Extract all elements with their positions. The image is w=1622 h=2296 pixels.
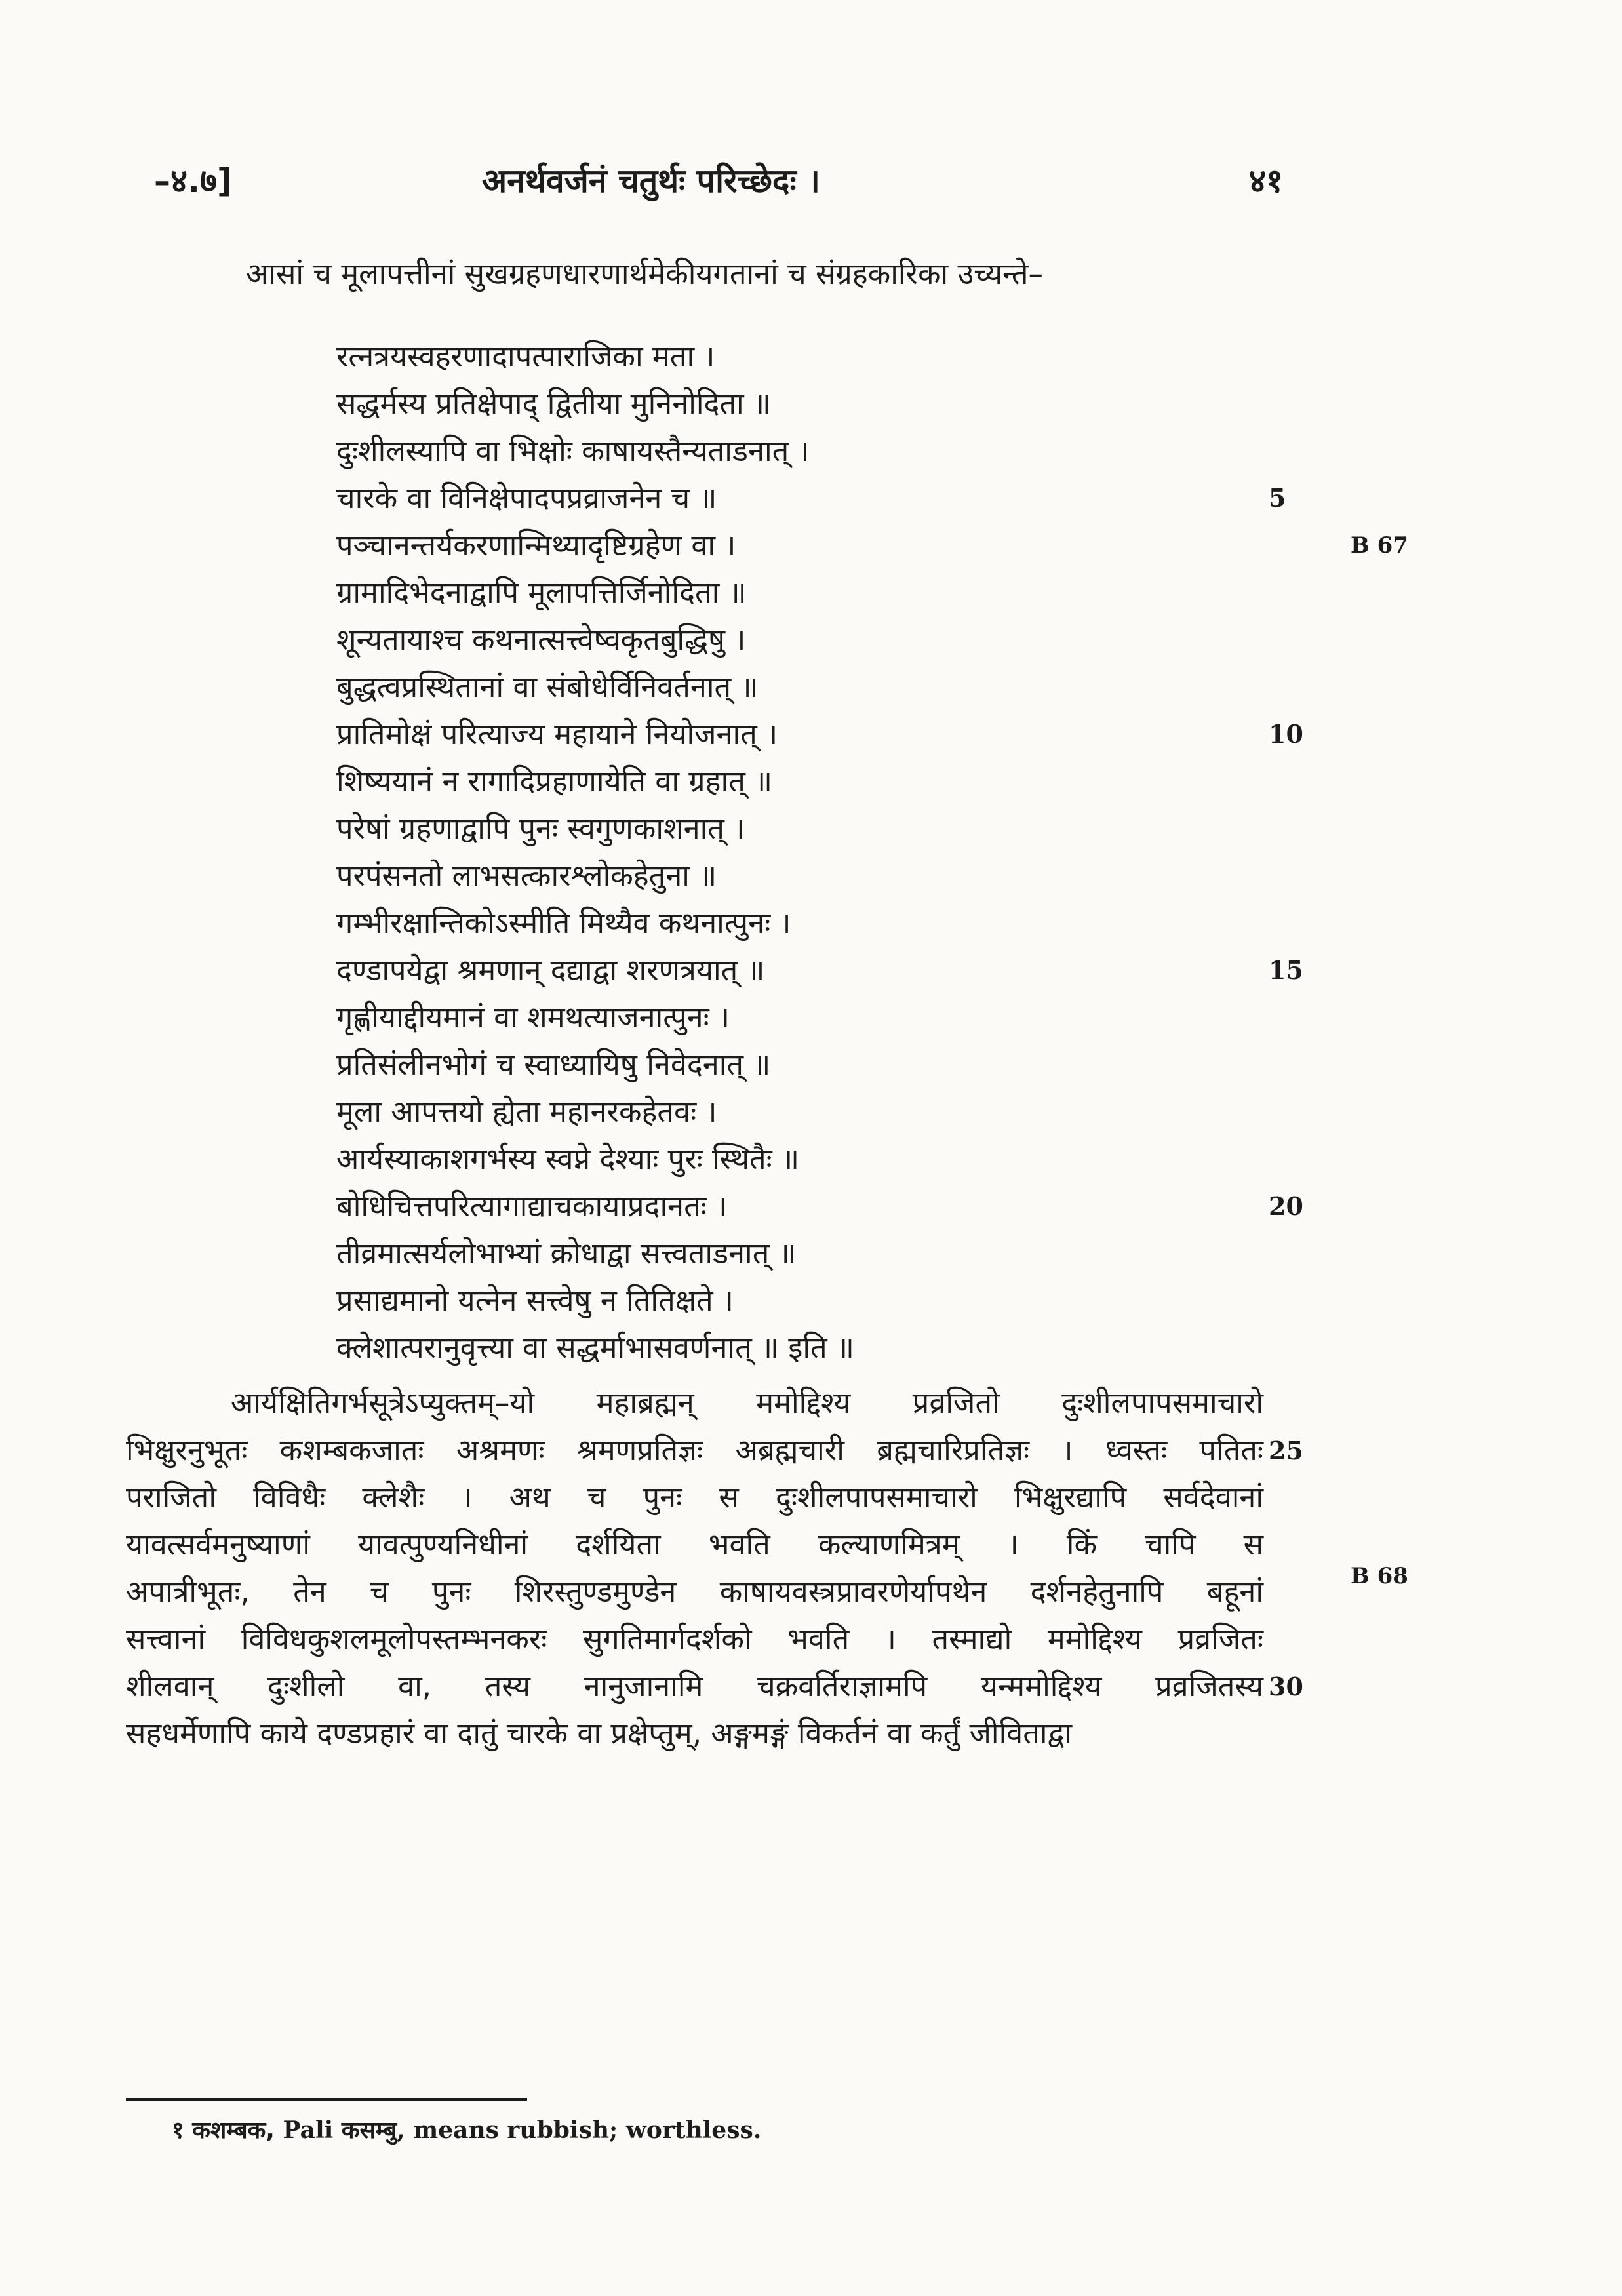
footnote	[172, 2113, 761, 2145]
verse-line: प्रातिमोक्षं परित्याज्य महायाने नियोजनात् ।	[336, 717, 778, 751]
verse-line: तीव्रमात्सर्यलोभाभ्यां क्रोधाद्वा सत्त्वताडनात् ॥	[336, 1236, 797, 1271]
prose-line: आर्यक्षितिगर्भसूत्रेऽप्युक्तम्–यो महाब्रह्मन् ममोद्दिश्य प्रव्रजितो दुःशीलपापसमाचारो	[231, 1385, 1263, 1420]
line-number: 15	[1269, 955, 1303, 985]
verse-line: दुःशीलस्यापि वा भिक्षोः काषायस्तैन्यताडनात् ।	[336, 433, 810, 468]
verse-line: पञ्चानन्तर्यकरणान्मिथ्यादृष्टिग्रहेण वा ।	[336, 528, 736, 563]
verse-line: ग्रामादिभेदनाद्वापि मूलापत्तिर्जिनोदिता ॥	[336, 575, 747, 610]
line-number: 25	[1269, 1436, 1303, 1465]
verse-line: सद्धर्मस्य प्रतिक्षेपाद् द्वितीया मुनिनोदिता ॥	[336, 386, 771, 421]
prose-line: यावत्सर्वमनुष्याणां यावत्पुण्यनिधीनां दर्शयिता भवति कल्याणमित्रम् । किं चापि स	[126, 1527, 1263, 1562]
prose-line: पराजितो विविधैः क्लेशैः । अथ च पुनः स दुःशीलपापसमाचारो भिक्षुरद्यापि सर्वदेवानां	[126, 1480, 1263, 1514]
verse-line: मूला आपत्तयो ह्येता महानरकहेतवः ।	[336, 1094, 717, 1129]
verse-line: प्रसाद्यमानो यत्नेन सत्त्वेषु न तितिक्षते ।	[336, 1283, 734, 1318]
section-reference: –४.७]	[154, 162, 232, 200]
verse-line: दण्डापयेद्वा श्रमणान् दद्याद्वा शरणत्रयात् ॥	[336, 953, 765, 987]
verse-line: शिष्ययानं न रागादिप्रहाणायेति वा ग्रहात् ॥	[336, 764, 773, 799]
intro-line: आसां च मूलापत्तीनां सुखग्रहणधारणार्थमेकीयगतानां च संग्रहकारिका उच्यन्ते–	[246, 256, 1044, 291]
prose-line: शीलवान् दुःशीलो वा, तस्य नानुजानामि चक्रवर्तिराज्ञामपि यन्ममोद्दिश्य प्रव्रजितस्य	[126, 1669, 1263, 1703]
verse-line: आर्यस्याकाशगर्भस्य स्वप्ने देश्याः पुरः स्थितैः ॥	[336, 1141, 800, 1176]
line-number: 20	[1269, 1191, 1303, 1221]
line-number: 30	[1269, 1672, 1303, 1701]
prose-line: सत्त्वानां विविधकुशलमूलोपस्तम्भनकरः सुगतिमार्गदर्शको भवति । तस्माद्यो ममोद्दिश्य प्रव्रजितः	[126, 1621, 1263, 1656]
verse-line: परपंसनतो लाभसत्कारश्लोकहेतुना ॥	[336, 858, 717, 893]
verse-line: प्रतिसंलीनभोगं च स्वाध्यायिषु निवेदनात् ॥	[336, 1047, 771, 1082]
running-header	[0, 157, 1622, 210]
verse-line: गृह्णीयाद्दीयमानं वा शमथत्याजनात्पुनः ।	[336, 1000, 730, 1035]
verse-line: परेषां ग्रहणाद्वापि पुनः स्वगुणकाशनात् ।	[336, 811, 745, 846]
verse-line: बुद्धत्वप्रस्थितानां वा संबोधेर्विनिवर्तनात् ॥	[336, 669, 759, 704]
footnote-rule	[126, 2098, 527, 2101]
line-number: 10	[1269, 719, 1303, 749]
footnote-text: Pali कसम्बु, means rubbish; worthless.	[283, 2116, 762, 2144]
page-number: ४१	[1249, 162, 1283, 200]
prose-line: अपात्रीभूतः, तेन च पुनः शिरस्तुण्डमुण्डेन काषायवस्त्रप्रावरणेर्यापथेन दर्शनहेतुनापि बहूनां	[126, 1574, 1263, 1609]
margin-reference: B 68	[1351, 1563, 1408, 1589]
verse-line: गम्भीरक्षान्तिकोऽस्मीति मिथ्यैव कथनात्पुनः ।	[336, 905, 791, 940]
verse-line: रत्नत्रयस्वहरणादापत्पाराजिका मता ।	[336, 339, 715, 374]
prose-line: भिक्षुरनुभूतः कशम्बकजातः अश्रमणः श्रमणप्रतिज्ञः अब्रह्मचारी ब्रह्मचारिप्रतिज्ञः । ध्वस्तः पतितः	[126, 1433, 1263, 1467]
verse-line: चारके वा विनिक्षेपादपप्रव्राजनेन च ॥	[336, 481, 717, 515]
verse-line: बोधिचित्तपरित्यागाद्याचकायाप्रदानतः ।	[336, 1189, 728, 1223]
chapter-title: अनर्थवर्जनं चतुर्थः परिच्छेदः ।	[482, 162, 820, 200]
margin-reference: B 67	[1351, 532, 1408, 559]
verse-line: शून्यतायाश्च कथनात्सत्त्वेष्वकृतबुद्धिषु ।	[336, 622, 746, 657]
line-number: 5	[1269, 483, 1286, 513]
footnote-marker: १ कशम्बक,	[172, 2117, 275, 2144]
verse-line: क्लेशात्परानुवृत्त्या वा सद्धर्माभासवर्णनात् ॥ इति ॥	[336, 1330, 854, 1365]
prose-line: सहधर्मेणापि काये दण्डप्रहारं वा दातुं चारके वा प्रक्षेप्तुम्, अङ्गमङ्गं विकर्तनं वा कर्तुं जीविताद्वा	[126, 1716, 1073, 1751]
